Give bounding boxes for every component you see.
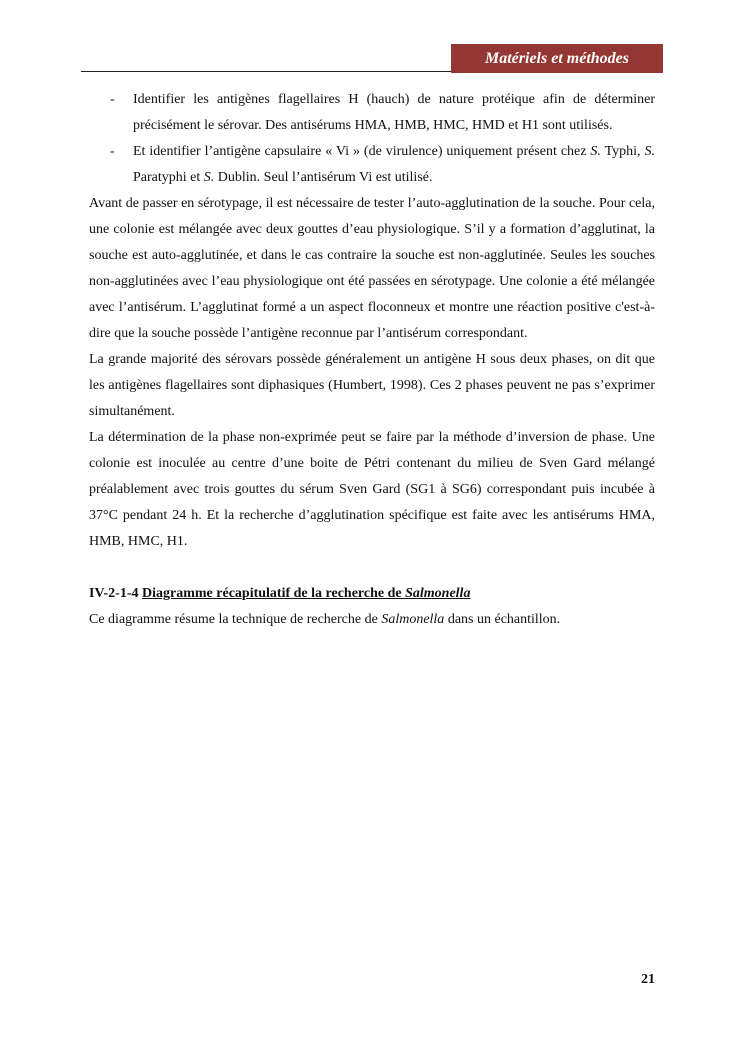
bullet-item-h-antigens	[89, 87, 655, 139]
section-number: IV-2-1-4	[89, 586, 139, 601]
bullet-text-part: Typhi,	[600, 144, 645, 159]
section-intro	[89, 607, 655, 633]
bullet-text-part: Et identifier l’antigène capsulaire « Vi » (de virulence) uniquement présent chez	[133, 144, 591, 159]
page-body	[89, 87, 655, 633]
species-abbrev: S.	[203, 170, 215, 185]
page-number: 21	[641, 972, 655, 987]
spacer	[89, 555, 655, 581]
bullet-dash: -	[110, 144, 115, 159]
section-title-text: Diagramme récapitulatif de la recherche de	[142, 586, 406, 601]
paragraph-diphasic-antigens: La grande majorité des sérovars possède généralement un antigène H sous deux phases, on dit que les antigènes flagellaires sont diphasiques (Humbert, 1998). Ces 2 phases peuvent ne pas s’exprimer simultanément.	[89, 352, 655, 419]
chapter-header-tab: Matériels et méthodes	[451, 44, 663, 73]
bullet-item-vi-antigen	[89, 139, 655, 191]
section-intro-after: dans un échantillon.	[444, 612, 561, 627]
section-title	[142, 586, 470, 601]
species-abbrev: S.	[590, 144, 601, 159]
species-abbrev: S.	[644, 144, 655, 159]
paragraph-phase-inversion: La détermination de la phase non-exprimée peut se faire par la méthode d’inversion de phase. Une colonie est inoculée au centre d’une boite de Pétri contenant du milieu de Sven Gard mélangé préalablement avec trois gouttes du sérum Sven Gard (SG1 à SG6) correspondant puis incubée à 37°C pendant 24 h. Et la recherche d’agglutination spécifique est faite avec les antisérums HMA, HMB, HMC, H1.	[89, 430, 655, 549]
section-intro-italic: Salmonella	[381, 612, 445, 627]
bullet-text-part: Dublin. Seul l’antisérum Vi est utilisé.	[214, 170, 433, 185]
section-title-italic: Salmonella	[405, 586, 471, 601]
bullet-text-part: Paratyphi et	[133, 170, 204, 185]
section-intro-before: Ce diagramme résume la technique de recherche de	[89, 612, 382, 627]
bullet-dash: -	[110, 92, 115, 107]
bullet-text: Identifier les antigènes flagellaires H (hauch) de nature protéique afin de déterminer précisément le sérovar. Des antisérums HMA, HMB, HMC, HMD et H1 sont utilisés.	[133, 92, 655, 133]
section-heading	[89, 581, 655, 607]
paragraph-auto-agglutination: Avant de passer en sérotypage, il est nécessaire de tester l’auto-agglutination de la souche. Pour cela, une colonie est mélangée avec deux gouttes d’eau physiologique. S’il y a formation d’agglutinat, la souche est auto-agglutinée, et dans le cas contraire la souche est non-agglutinée. Seules les souches non-agglutinées avec l’eau physiologique ont été passées en sérotypage. Une colonie a été mélangée avec l’antisérum. L’agglutinat formé a un aspect floconneux et montre une réaction positive c'est-à-dire que la souche possède l’antigène reconnue par l’antisérum correspondant.	[89, 196, 655, 341]
